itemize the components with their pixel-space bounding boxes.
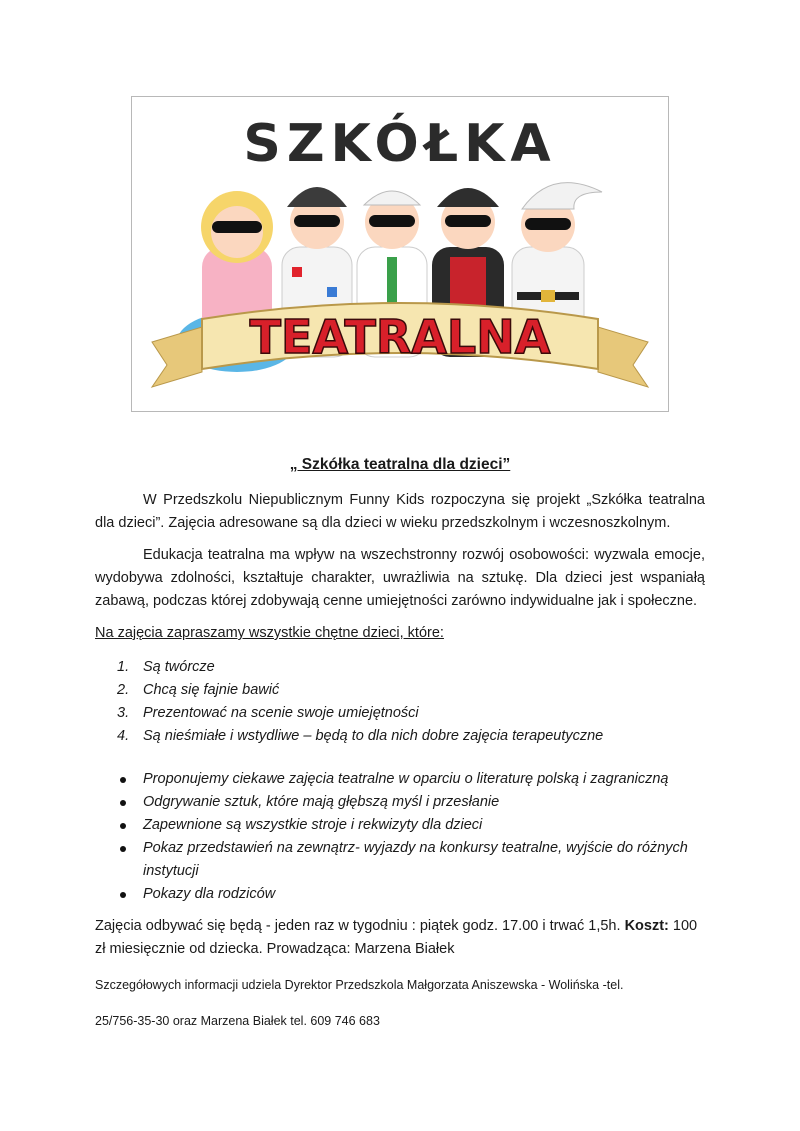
document-body xyxy=(95,489,705,1033)
banner-image xyxy=(131,96,669,412)
education-paragraph: Edukacja teatralna ma wpływ na wszechstronny rozwój osobowości: wyzwala emocje, wydobywa zdolności, kształtuje charakter, uwrażliwia na sztukę. Dla dzieci jest wspaniałą zabawą, podczas której zdobywają cenne umiejętności zarówno indywidualne jak i społeczne. xyxy=(95,547,705,609)
contact-line: Szczegółowych informacji udziela Dyrektor Przedszkola Małgorzata Aniszewska - Wolińska -tel. xyxy=(95,978,624,992)
szkolka-teatralna-illustration xyxy=(132,97,668,411)
list-item: Pokazy dla rodziców xyxy=(95,883,705,906)
bullet-icon xyxy=(120,892,126,898)
list-item: 3. Prezentować na scenie swoje umiejętności xyxy=(117,705,419,721)
bullet-icon xyxy=(120,800,126,806)
document-title: „ Szkółka teatralna dla dzieci” xyxy=(289,456,511,473)
bullet-list xyxy=(95,768,705,906)
list-item: 4. Są nieśmiałe i wstydliwe – będą to dla nich dobre zajęcia terapeutyczne xyxy=(117,728,604,744)
list-item: Proponujemy ciekawe zajęcia teatralne w oparciu o literaturę polską i zagraniczną xyxy=(95,768,705,791)
list-item: Pokaz przedstawień na zewnątrz- wyjazdy na konkursy teatralne, wyjście do różnych instytucji xyxy=(95,837,705,883)
schedule-paragraph: Zajęcia odbywać się będą - jeden raz w tygodniu : piątek godz. 17.00 i trwać 1,5h. Koszt: 100 zł miesięcznie od dziecka. Prowadząca: Marzena Białek xyxy=(95,918,698,957)
banner-top-word: SZKÓŁKA xyxy=(243,114,557,174)
list-item: Odgrywanie sztuk, które mają głębszą myśl i przesłanie xyxy=(95,791,705,814)
numbered-list xyxy=(95,656,705,748)
list-item: Zapewnione są wszystkie stroje i rekwizyty dla dzieci xyxy=(95,814,705,837)
bullet-icon xyxy=(120,846,126,852)
contact-line: 25/756-35-30 oraz Marzena Białek tel. 609 746 683 xyxy=(95,1014,380,1028)
list-item: 2. Chcą się fajnie bawić xyxy=(117,682,280,698)
invite-heading: Na zajęcia zapraszamy wszystkie chętne dzieci, które: xyxy=(95,625,444,641)
banner-bottom-word: TEATRALNA xyxy=(249,310,551,364)
bullet-icon xyxy=(120,823,126,829)
intro-paragraph: W Przedszkolu Niepublicznym Funny Kids rozpoczyna się projekt „Szkółka teatralna dla dzieci”. Zajęcia adresowane są dla dzieci w wieku przedszkolnym i wczesnoszkolnym. xyxy=(95,492,705,531)
bullet-icon xyxy=(120,777,126,783)
list-item: 1. Są twórcze xyxy=(117,659,215,675)
